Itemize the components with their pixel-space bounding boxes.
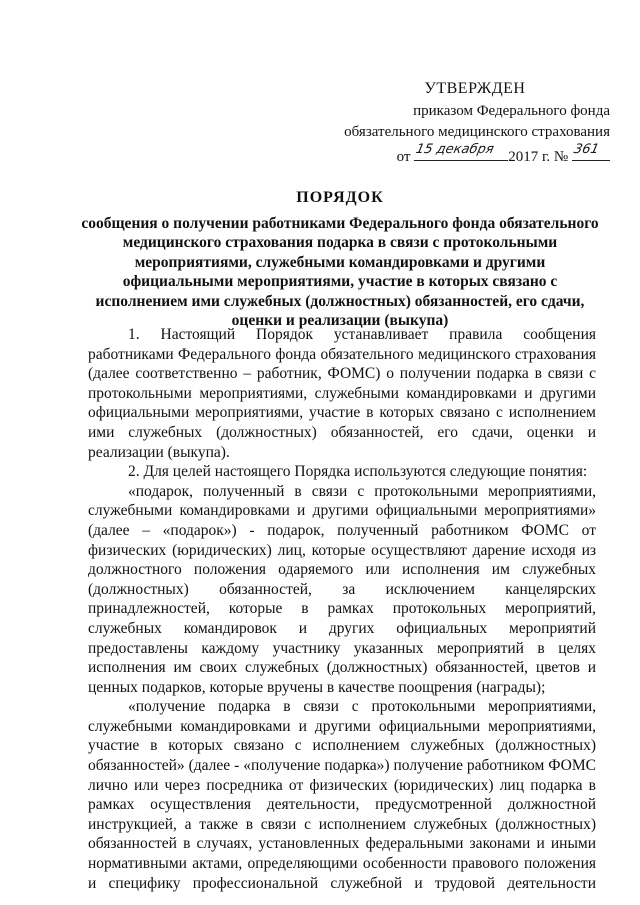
paragraph-1: 1. Настоящий Порядок устанавливает правила сообщения работниками Федерального фонда обязательного медицинского страхования (далее соответственно – работник, ФОМС) о получении подарка в связи с протокольными мероприятиями, служебными командировками и другими официальными мероприятиями, участие в которых связано с исполнением ими служебных (должностных) обязанностей, его сдачи, оценки и реализации (выкупа). <box>88 326 596 461</box>
approval-heading: УТВЕРЖДЕН <box>424 80 526 97</box>
document-title <box>80 188 600 331</box>
paragraph-2: 2. Для целей настоящего Порядка используются следующие понятия: <box>128 463 588 481</box>
approval-block <box>310 78 610 168</box>
title-subtitle: сообщения о получении работниками Федерального фонда обязательного медицинского страхования подарка в связи с протокольными мероприятиями, служебными командировками и другими официальными мероприятиями, участие в которых связано с исполнением ими служебных (должностных) обязанностей, его сдачи, оценки и реализации (выкупа) <box>81 214 599 329</box>
approval-line-1: приказом Федерального фонда <box>413 103 610 119</box>
title-main: ПОРЯДОК <box>296 189 384 206</box>
approval-line-2: обязательного медицинского страхования <box>344 124 610 140</box>
approval-date-row <box>310 143 610 168</box>
document-body <box>88 325 596 893</box>
approval-date-field <box>414 143 508 161</box>
paragraph-3: «подарок, полученный в связи с протокольными мероприятиями, служебными командировками и другими официальными мероприятиями» (далее – «подарок») - подарок, полученный работником ФОМС от физических (юридических) лиц, которые осуществляют дарение исходя из должностного положения одаряемого или исполнения им служебных (должностных) обязанностей, за исключением канцелярских принадлежностей, которые в рамках протокольных мероприятий, служебных командировок и других официальных мероприятий предоставлены каждому участнику указанных мероприятий в целях исполнения им своих служебных (должностных) обязанностей, цветов и ценных подарков, которые вручены в качестве поощрения (награды); <box>88 482 596 696</box>
paragraph-4: «получение подарка в связи с протокольными мероприятиями, служебными командировками и другими официальными мероприятиями, участие в которых связано с исполнением служебных (должностных) обязанностей» (далее - «получение подарка») получение работником ФОМС лично или через посредника от физических (юридических) лиц подарка в рамках осуществления деятельности, предусмотренной должностной инструкцией, а также в связи с исполнением служебных (должностных) обязанностей в случаях, установленных федеральными законами и иными нормативными актами, определяющими особенности правового положения и специфику профессиональной служебной и трудовой деятельности <box>88 698 596 892</box>
approval-number-handwritten: 361 <box>572 142 601 157</box>
approval-number-field <box>572 143 610 161</box>
approval-year-label: 2017 г. № <box>508 149 569 165</box>
approval-date-handwritten: 15 декабря <box>414 142 496 157</box>
approval-from-label: от <box>396 149 411 165</box>
